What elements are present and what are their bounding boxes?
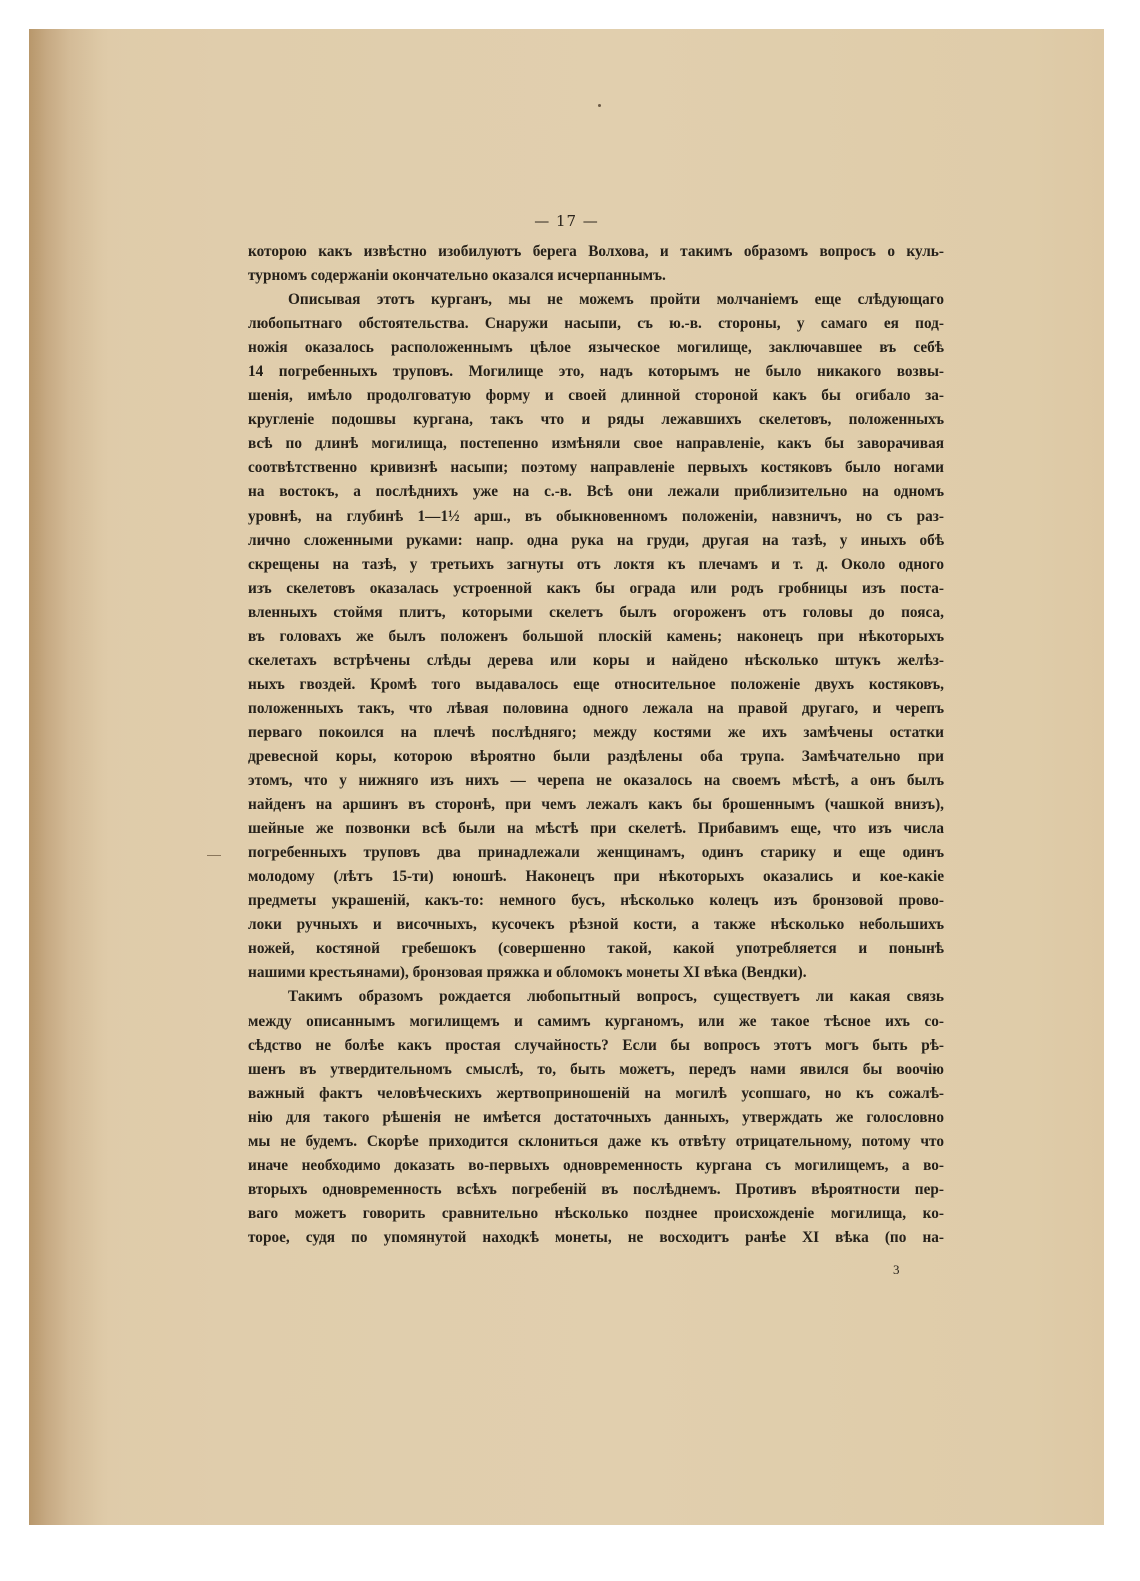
text-line: шенъ въ утвердительномъ смыслѣ, то, быть можетъ, передъ нами явился бы воочію	[248, 1060, 944, 1078]
text-line: въ головахъ же былъ положенъ большой плоскій камень; наконецъ при нѣкоторыхъ	[248, 627, 944, 645]
text-line: нашими крестьянами), бронзовая пряжка и обломокъ монеты XI вѣка (Вендки).	[248, 964, 807, 982]
text-line: погребенныхъ труповъ два принадлежали женщинамъ, одинъ старику и еще одинъ	[248, 844, 944, 862]
text-line: любопытнаго обстоятельства. Снаружи насыпи, съ ю.-в. стороны, у самаго ея под-	[248, 315, 944, 333]
text-line: уровнѣ, на глубинѣ 1—1½ арш., въ обыкновенномъ положеніи, навзничъ, но съ раз-	[248, 507, 944, 525]
text-line: шенія, имѣло продолговатую форму и своей длинной стороной какъ бы огибало за-	[248, 387, 944, 405]
text-line: 14 погребенныхъ труповъ. Могилище это, надъ которымъ не было никакого возвы-	[248, 363, 944, 381]
text-line: важный фактъ человѣческихъ жертвоприношеній на могилѣ усопшаго, но къ сожалѣ-	[248, 1084, 944, 1102]
text-line: скрещены на тазѣ, у третьихъ загнуты отъ локтя къ плечамъ и т. д. Около одного	[248, 555, 944, 573]
text-line: положенныхъ такъ, что лѣвая половина одного лежала на правой другаго, и черепъ	[248, 699, 944, 717]
body-text	[248, 240, 944, 1250]
text-line: мы не будемъ. Скорѣе приходится склониться даже къ отвѣту отрицательному, потому что	[248, 1132, 944, 1150]
text-line: ножія оказалось расположеннымъ цѣлое языческое могилище, заключавшее въ себѣ	[248, 339, 944, 357]
text-line: лично сложенными руками: напр. одна рука на груди, другая на тазѣ, у иныхъ обѣ	[248, 531, 944, 549]
text-line: вленныхъ стоймя плитъ, которыми скелетъ былъ огороженъ отъ головы до пояса,	[248, 603, 944, 621]
text-line: на востокъ, а послѣднихъ уже на с.-в. Всѣ они лежали приблизительно на одномъ	[248, 483, 944, 501]
text-line: между описаннымъ могилищемъ и самимъ курганомъ, или же такое тѣсное ихъ со-	[248, 1012, 944, 1030]
text-line: шейные же позвонки всѣ были на мѣстѣ при скелетѣ. Прибавимъ еще, что изъ числа	[248, 820, 944, 838]
text-line: Такимъ образомъ рождается любопытный вопросъ, существуетъ ли какая связь	[288, 988, 944, 1006]
text-line: сѣдство не болѣе какъ простая случайность? Если бы вопросъ этотъ могъ быть рѣ-	[248, 1036, 944, 1054]
text-line: ножей, костяной гребешокъ (совершенно такой, какой употребляется и понынѣ	[248, 940, 944, 958]
margin-mark	[207, 855, 221, 856]
text-line: скелетахъ встрѣчены слѣды дерева или коры и найдено нѣсколько штукъ желѣз-	[248, 651, 944, 669]
page-number: — 17 —	[534, 212, 599, 230]
paper-speck	[598, 104, 601, 107]
text-line: соотвѣтственно кривизнѣ насыпи; поэтому направленіе первыхъ костяковъ было ногами	[248, 459, 944, 477]
text-line: молодому (лѣтъ 15-ти) юношѣ. Наконецъ при нѣкоторыхъ оказались и кое-какіе	[248, 868, 944, 886]
text-line: изъ скелетовъ оказалась устроенной какъ бы ограда или родъ гробницы изъ поста-	[248, 579, 944, 597]
text-line: древесной коры, которою вѣроятно были раздѣлены оба трупа. Замѣчательно при	[248, 747, 944, 765]
text-line: которою какъ извѣстно изобилуютъ берега Волхова, и такимъ образомъ вопросъ о куль-	[248, 243, 944, 260]
text-line: найденъ на аршинъ въ сторонѣ, при чемъ лежалъ какъ бы брошеннымъ (чашкой внизъ),	[248, 796, 944, 814]
text-line: торое, судя по упомянутой находкѣ монеты, не восходитъ ранѣе XI вѣка (по на-	[248, 1228, 944, 1246]
text-line: вторыхъ одновременность всѣхъ погребеній въ послѣднемъ. Противъ вѣроятности пер-	[248, 1180, 944, 1198]
text-line: ныхъ гвоздей. Кромѣ того выдавалось еще относительное положеніе двухъ костяковъ,	[248, 675, 944, 693]
signature-mark: 3	[893, 1262, 900, 1277]
text-line: всѣ по длинѣ могилища, постепенно измѣняли свое направленіе, какъ бы заворачивая	[248, 435, 944, 453]
text-line: перваго покоился на плечѣ послѣдняго; между костями же ихъ замѣчены остатки	[248, 723, 944, 741]
text-line: нію для такого рѣшенія не имѣется достаточныхъ данныхъ, утверждать же голословно	[248, 1108, 944, 1126]
text-line: иначе необходимо доказать во-первыхъ одновременность кургана съ могилищемъ, а во-	[248, 1156, 944, 1174]
text-line: Описывая этотъ курганъ, мы не можемъ пройти молчаніемъ еще слѣдующаго	[288, 291, 944, 309]
text-line: локи ручныхъ и височныхъ, кусочекъ рѣзной кости, а также нѣсколько небольшихъ	[248, 916, 944, 934]
book-page	[29, 29, 1104, 1525]
page-binding-shadow	[29, 29, 109, 1525]
text-line: предметы украшеній, какъ-то: немного бусъ, нѣсколько колецъ изъ бронзовой прово-	[248, 892, 944, 910]
text-line: этомъ, что у нижняго изъ нихъ — черепа не оказалось на своемъ мѣстѣ, а онъ былъ	[248, 772, 944, 790]
text-line: ваго можетъ говорить сравнительно нѣсколько позднее происхожденіе могилища, ко-	[248, 1204, 944, 1222]
text-line: кругленіе подошвы кургана, такъ что и ряды лежавшихъ скелетовъ, положенныхъ	[248, 411, 944, 429]
text-line: турномъ содержаніи окончательно оказался исчерпаннымъ.	[248, 267, 666, 285]
